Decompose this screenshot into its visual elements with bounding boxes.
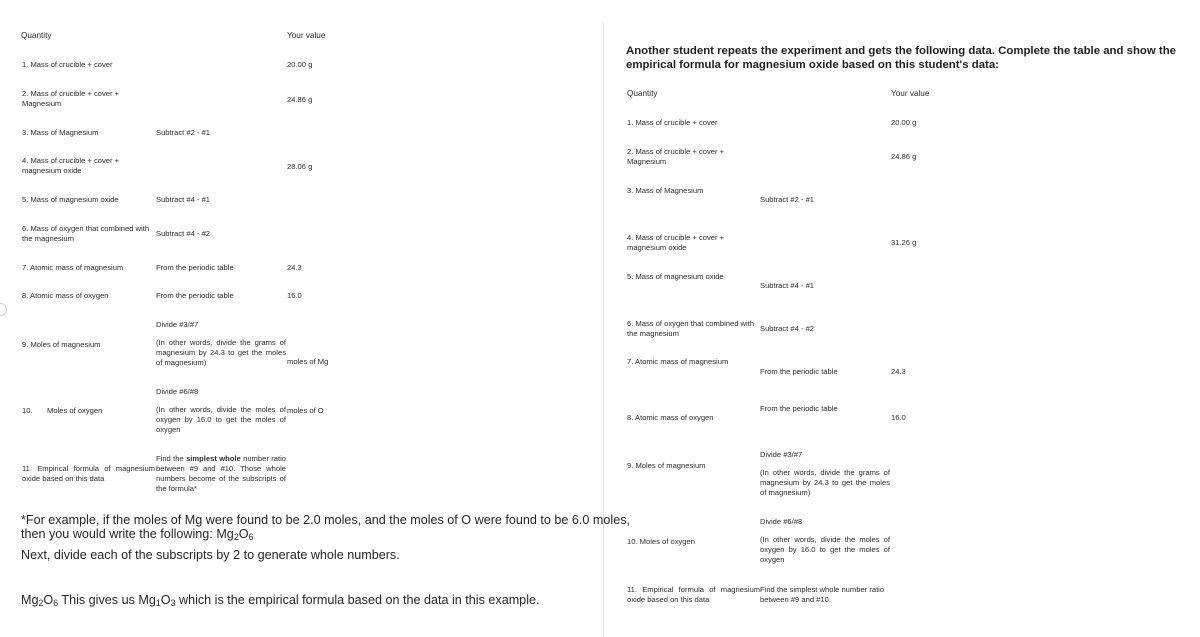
row-value: moles of Mg xyxy=(287,357,329,366)
your-value-header: Your value xyxy=(891,89,930,98)
row-label: 3. Mass of Magnesium xyxy=(22,128,99,137)
row-method: From the periodic table xyxy=(156,291,234,300)
row-method-title: Divide #3/#7 xyxy=(156,320,199,329)
row-label: 2. Mass of crucible + cover + Magnesium xyxy=(22,89,120,108)
row-value: 24.3 xyxy=(287,263,302,272)
row-value: 24.86 g xyxy=(891,152,917,161)
quantity-header: Quantity xyxy=(21,31,52,40)
row-method: Subtract #2 - #1 xyxy=(156,128,211,137)
footnote-line: *For example, if the moles of Mg were found to be 2.0 moles, and the moles of O were found to be 6.0 moles, xyxy=(21,513,631,527)
your-value-header: Your value xyxy=(287,31,326,40)
row-label: 4. Mass of crucible + cover + magnesium oxide xyxy=(627,233,725,252)
row-label: 4. Mass of crucible + cover + magnesium oxide xyxy=(22,156,120,175)
row-method-body: (In other words, divide the grams of magnesium by 24.3 to get the moles of magnesium) xyxy=(760,468,890,497)
row-value: 16.0 xyxy=(287,291,302,300)
scroll-indicator[interactable] xyxy=(0,303,7,316)
row-method-body: (In other words, divide the moles of oxygen by 16.0 to get the moles of oxygen xyxy=(760,535,890,564)
row-label: 6. Mass of oxygen that combined with the magnesium xyxy=(22,224,150,243)
row-label-number: 10. xyxy=(22,406,33,415)
row-label: 7. Atomic mass of magnesium xyxy=(627,357,729,366)
row-value: 16.0 xyxy=(891,413,906,422)
row-value: 24.86 g xyxy=(287,95,313,104)
row-method: From the periodic table xyxy=(156,263,234,272)
row-label: 5. Mass of magnesium oxide xyxy=(22,195,119,204)
row-value: 28.06 g xyxy=(287,162,313,171)
row-method: Find the simplest whole number ratio between #9 and #10. Those whole numbers become of the subscripts of the formula* xyxy=(156,454,286,493)
row-value: moles of O xyxy=(287,406,324,415)
row-method-body: (In other words, divide the grams of magnesium by 24.3 to get the moles of magnesium) xyxy=(156,338,286,367)
row-label: 1. Mass of crucible + cover xyxy=(627,118,718,127)
row-method-title: Divide #6/#8 xyxy=(156,387,199,396)
row-value: 20.00 g xyxy=(891,118,917,127)
footnote-line: Next, divide each of the subscripts by 2 to generate whole numbers. xyxy=(21,548,400,562)
footnote-line: then you would write the following: $Mg_2O_6$ xyxy=(21,527,254,543)
row-method: From the periodic table xyxy=(760,367,838,376)
row-method: Subtract #4 - #1 xyxy=(760,281,815,290)
row-method: Subtract #4 - #1 xyxy=(156,195,211,204)
row-label: 9. Moles of magnesium xyxy=(627,461,706,470)
row-value: 31.26 g xyxy=(891,238,917,247)
row-label: 3. Mass of Magnesium xyxy=(627,186,704,195)
row-label: 11. Empirical formula of magnesium oxide based on this data xyxy=(22,464,155,483)
row-label: 5. Mass of magnesium oxide xyxy=(627,272,724,281)
row-label: 2. Mass of crucible + cover + Magnesium xyxy=(627,147,725,166)
row-label: 10. Moles of oxygen xyxy=(627,537,695,546)
row-label: 8. Atomic mass of oxygen xyxy=(627,413,714,422)
row-label: 7. Atomic mass of magnesium xyxy=(22,263,124,272)
row-method-title: Divide #3/#7 xyxy=(760,450,803,459)
row-method: Subtract #4 - #2 xyxy=(156,229,211,238)
row-label: 1. Mass of crucible + cover xyxy=(22,60,113,69)
row-method: Subtract #4 - #2 xyxy=(760,324,815,333)
footnote-line: $Mg_2O_6$ This gives us $Mg_1O_3$ which is the empirical formula based on the data in this example. xyxy=(21,593,540,609)
quantity-header: Quantity xyxy=(627,89,658,98)
row-label: Moles of oxygen xyxy=(47,406,103,415)
row-method-body: (In other words, divide the moles of oxygen by 16.0 to get the moles of oxygen xyxy=(156,405,286,434)
row-method: Subtract #2 - #1 xyxy=(760,195,815,204)
row-label: 6. Mass of oxygen that combined with the magnesium xyxy=(627,319,755,338)
row-label: 9. Moles of magnesium xyxy=(22,340,101,349)
page-divider xyxy=(603,22,604,637)
row-value: 24.3 xyxy=(891,367,906,376)
row-method: Find the simplest whole number ratio between #9 and #10. xyxy=(760,585,885,604)
row-label: 8. Atomic mass of oxygen xyxy=(22,291,109,300)
row-method-title: Divide #6/#8 xyxy=(760,517,803,526)
row-value: 20.00 g xyxy=(287,60,313,69)
section-title: Another student repeats the experiment and gets the following data. Complete the table and show the empirical formula for magnesium oxide based on this student's data: xyxy=(626,45,1176,71)
row-method: From the periodic table xyxy=(760,404,838,413)
emphasis-text: simplest whole xyxy=(186,454,241,463)
row-label: 11. Empirical formula of magnesium oxide based on this data xyxy=(627,585,760,604)
